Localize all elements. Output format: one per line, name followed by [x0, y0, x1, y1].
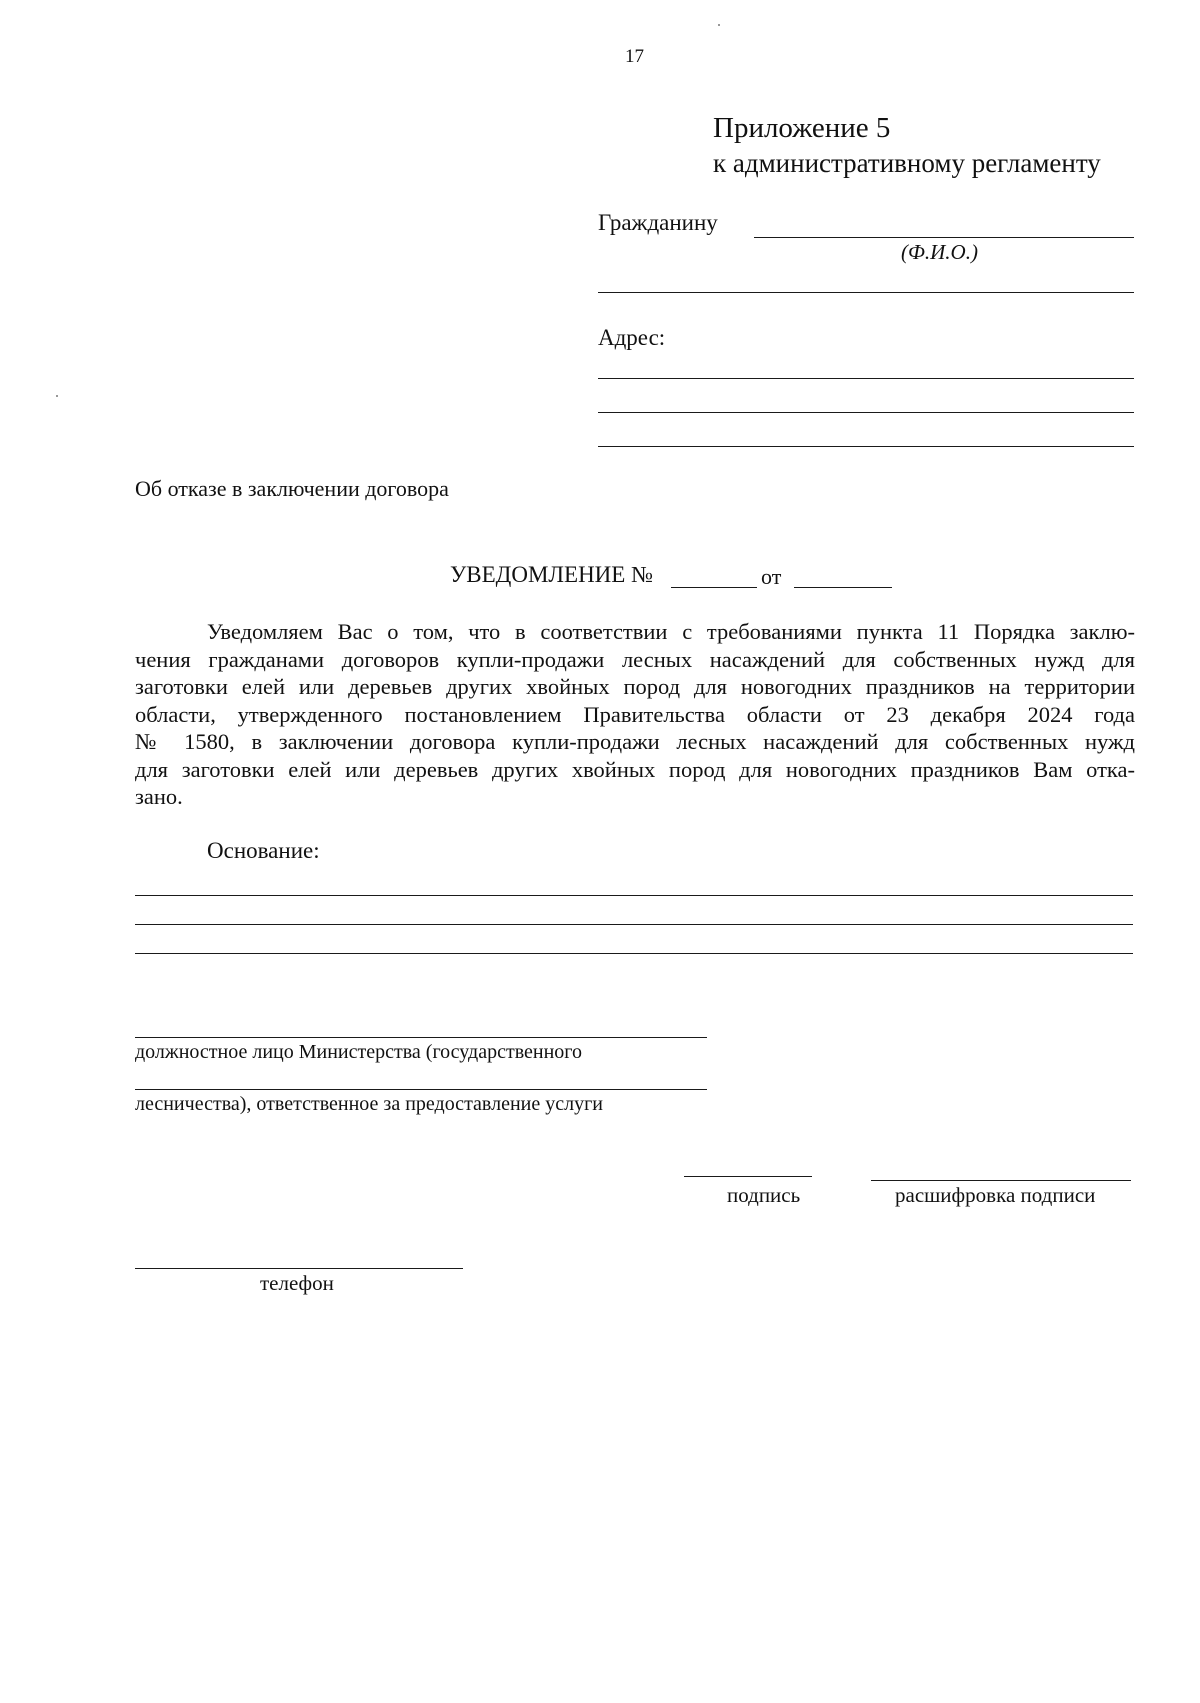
official-caption-line-1: должностное лицо Министерства (государственного [135, 1041, 583, 1063]
body-line: чения гражданами договоров купли-продажи лесных насаждений для собственных нужд для [135, 646, 1135, 672]
basis-fill-line [135, 953, 1133, 954]
phone-caption: телефон [260, 1271, 334, 1295]
notice-date-label: от [761, 564, 782, 589]
basis-label: Основание: [207, 838, 320, 863]
notice-number-fill-line [671, 587, 757, 588]
address-fill-line [598, 446, 1134, 447]
notice-heading: УВЕДОМЛЕНИЕ № [450, 562, 654, 587]
basis-fill-line [135, 895, 1133, 896]
body-line: заготовки елей или деревьев других хвойных пород для новогодних праздников на территории [135, 674, 1135, 699]
body-line: № 1580, в заключении договора купли-продажи лесных насаждений для собственных нужд [135, 729, 1135, 754]
scan-speck [718, 24, 720, 26]
phone-fill-line [135, 1268, 463, 1269]
recipient-fill-line [598, 292, 1134, 293]
address-label: Адрес: [598, 325, 666, 350]
official-fill-line [135, 1037, 707, 1038]
body-line: для заготовки елей или деревьев других хвойных пород для новогодних праздников Вам отка- [135, 756, 1135, 782]
signature-fill-line [684, 1176, 812, 1177]
signature-decode-fill-line [871, 1180, 1131, 1181]
fio-fill-line [754, 237, 1134, 238]
recipient-label: Гражданину [598, 210, 718, 235]
signature-caption: подпись [727, 1183, 801, 1207]
basis-fill-line [135, 924, 1133, 925]
address-fill-line [598, 378, 1134, 379]
body-line: зано. [135, 784, 183, 809]
signature-decode-caption: расшифровка подписи [895, 1183, 1096, 1207]
appendix-subtitle: к административному регламенту [713, 148, 1101, 178]
notice-body [135, 618, 1135, 811]
notice-date-fill-line [794, 587, 892, 588]
body-line: Уведомляем Вас о том, что в соответствии с требованиями пункта 11 Порядка заклю- [207, 619, 1135, 644]
official-fill-line [135, 1089, 707, 1090]
official-caption-line-2: лесничества), ответственное за предоставление услуги [135, 1093, 604, 1115]
body-line: области, утвержденного постановлением Правительства области от 23 декабря 2024 года [135, 701, 1135, 727]
fio-caption: (Ф.И.О.) [901, 240, 978, 264]
address-fill-line [598, 412, 1134, 413]
appendix-title: Приложение 5 [713, 112, 891, 144]
subject-line: Об отказе в заключении договора [135, 476, 449, 501]
page-number: 17 [625, 46, 644, 67]
scan-speck [56, 395, 58, 397]
